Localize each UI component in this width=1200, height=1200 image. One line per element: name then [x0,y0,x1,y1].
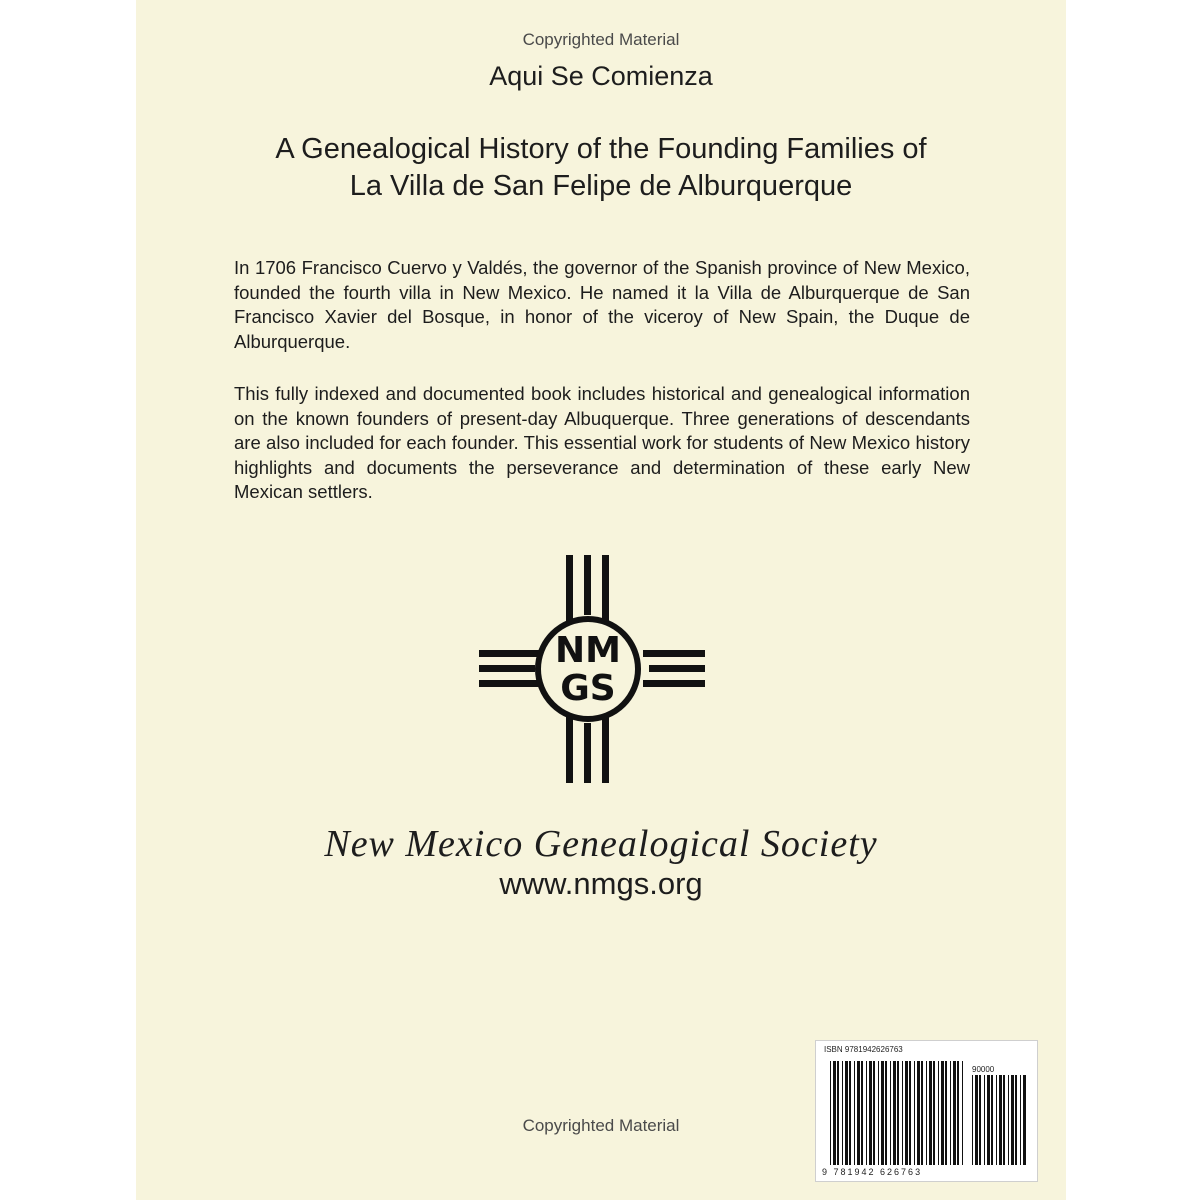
barcode-bar [857,1061,860,1165]
book-back-cover [136,0,1066,1200]
barcode-bar [878,1061,879,1165]
barcode-bar [957,1061,959,1165]
barcode-bar [866,1061,867,1165]
barcode-bar [890,1061,891,1165]
barcode-bar [893,1061,896,1165]
barcode-bar [941,1061,944,1165]
subtitle-line-1: A Genealogical History of the Founding Families of [275,133,927,165]
barcode-bar [905,1061,908,1165]
publisher-url: www.nmgs.org [499,866,703,901]
barcode-bar [962,1061,963,1165]
isbn-barcode [815,1040,1038,1182]
barcode-bar [929,1061,932,1165]
copyright-watermark-top: Copyrighted Material [522,30,680,49]
barcode-bar [873,1061,875,1165]
description-paragraph-1: In 1706 Francisco Cuervo y Valdés, the governor of the Spanish province of New Mexico, founded the fourth villa in New Mexico. He named it la Villa de Alburquerque de San Francisco Xavier del Bosque, in honor of the viceroy of New Spain, the Duque de Alburquerque. [234,257,970,352]
barcode-bar [842,1061,843,1165]
price-code: 90000 [972,1065,995,1074]
subtitle-line-2: La Villa de San Felipe de Alburquerque [349,170,853,202]
barcode-bar [945,1061,947,1165]
barcode-bar [950,1061,951,1165]
barcode-bar [909,1061,911,1165]
barcode-bar [917,1061,920,1165]
barcode-bar [902,1061,903,1165]
logo-letters-bottom: GS [560,668,616,709]
description-paragraph-2: This fully indexed and documented book includes historical and genealogical information on the known founders of present-day Albuquerque. Three generations of descendants are also included for each founder. This essential work for students of New Mexico history highlights and documents the perseverance and determination of these early New Mexican settlers. [234,383,970,502]
barcode-bars [830,1061,966,1165]
barcode-bar [830,1061,831,1165]
barcode-bar [845,1061,848,1165]
book-subtitle [136,131,1066,205]
book-title: Aqui Se Comienza [489,61,713,91]
barcode-bar [837,1061,839,1165]
barcode-bar [921,1061,923,1165]
barcode-bar [897,1061,899,1165]
barcode-bar [881,1061,884,1165]
logo-letters-top: NM [555,630,621,671]
copyright-watermark-bottom: Copyrighted Material [522,1116,680,1135]
barcode-bar [885,1061,887,1165]
barcode-bar [938,1061,939,1165]
barcode-bar [854,1061,855,1165]
publisher-name: New Mexico Genealogical Society [324,823,878,865]
barcode-bar [861,1061,863,1165]
barcode-bar [926,1061,927,1165]
barcode-bar [833,1061,836,1165]
barcode-bar [869,1061,872,1165]
barcode-bar [849,1061,851,1165]
barcode-digits: 9 781942 626763 [822,1167,923,1177]
isbn-label: ISBN 9781942626763 [824,1045,903,1054]
barcode-bar [953,1061,956,1165]
zia-sun-icon [479,555,705,783]
barcode-bar [933,1061,935,1165]
barcode-bar [914,1061,915,1165]
